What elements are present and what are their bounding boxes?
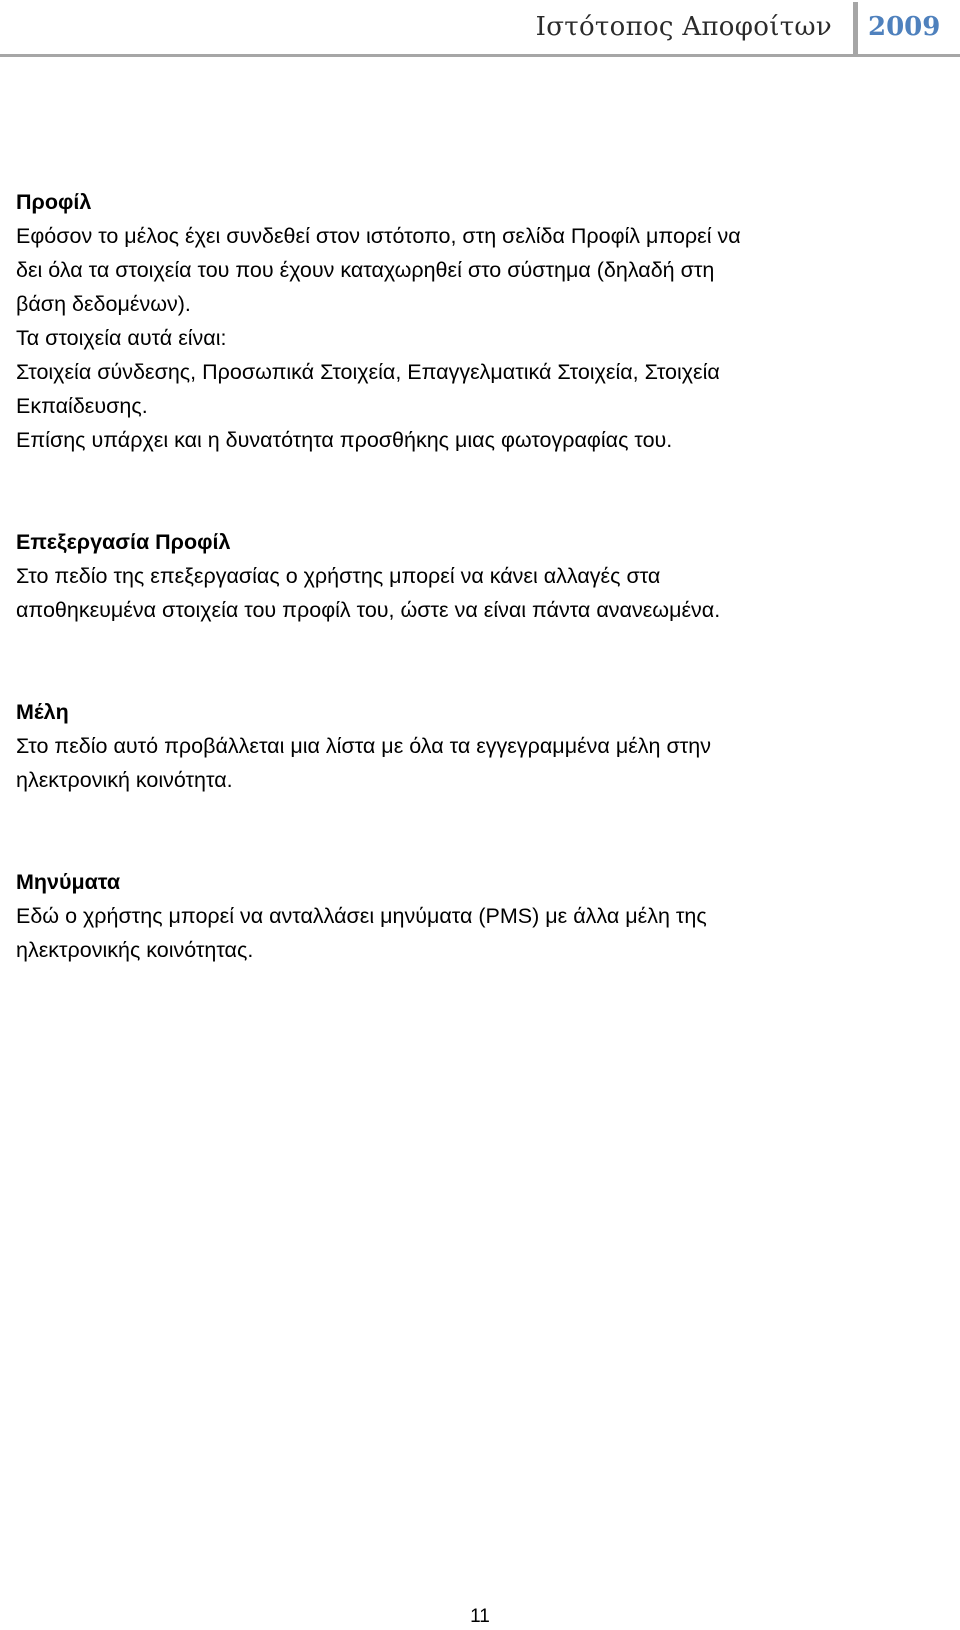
page-header: [0, 0, 960, 58]
paragraph-line: Στοιχεία σύνδεσης, Προσωπικά Στοιχεία, Επαγγελματικά Στοιχεία, Στοιχεία: [16, 360, 720, 384]
section-profile: [16, 185, 916, 457]
section-title: Μέλη: [16, 700, 69, 724]
paragraph-line: Εκπαίδευσης.: [16, 394, 148, 418]
section-title: Προφίλ: [16, 190, 92, 214]
page-number: 11: [470, 1606, 490, 1627]
paragraph-line: Εδώ ο χρήστης μπορεί να ανταλλάσει μηνύματα (PMS) με άλλα μέλη της: [16, 904, 707, 928]
paragraph-line: ηλεκτρονική κοινότητα.: [16, 768, 233, 792]
header-rule: [0, 54, 960, 57]
paragraph-line: Τα στοιχεία αυτά είναι:: [16, 326, 227, 350]
paragraph-line: Εφόσον το μέλος έχει συνδεθεί στον ιστότοπο, στη σελίδα Προφίλ μπορεί να: [16, 224, 741, 248]
paragraph-line: Επίσης υπάρχει και η δυνατότητα προσθήκης μιας φωτογραφίας του.: [16, 428, 673, 452]
section-title: Μηνύματα: [16, 870, 121, 894]
section-members: [16, 695, 916, 797]
paragraph-line: αποθηκευμένα στοιχεία του προφίλ του, ώστε να είναι πάντα ανανεωμένα.: [16, 598, 721, 622]
paragraph-line: βάση δεδομένων).: [16, 292, 191, 316]
paragraph-line: ηλεκτρονικής κοινότητας.: [16, 938, 254, 962]
paragraph-line: δει όλα τα στοιχεία του που έχουν καταχωρηθεί στο σύστημα (δηλαδή στη: [16, 258, 715, 282]
document-body: [16, 185, 916, 1035]
header-title: Ιστότοπος Αποφοίτων: [535, 12, 832, 42]
section-title: Επεξεργασία Προφίλ: [16, 530, 231, 554]
paragraph-line: Στο πεδίο της επεξεργασίας ο χρήστης μπορεί να κάνει αλλαγές στα: [16, 564, 661, 588]
paragraph-line: Στο πεδίο αυτό προβάλλεται μια λίστα με όλα τα εγγεγραμμένα μέλη στην: [16, 734, 711, 758]
header-year: 2009: [868, 12, 941, 42]
header-divider: [853, 2, 858, 56]
section-messages: [16, 865, 916, 967]
section-edit-profile: [16, 525, 916, 627]
